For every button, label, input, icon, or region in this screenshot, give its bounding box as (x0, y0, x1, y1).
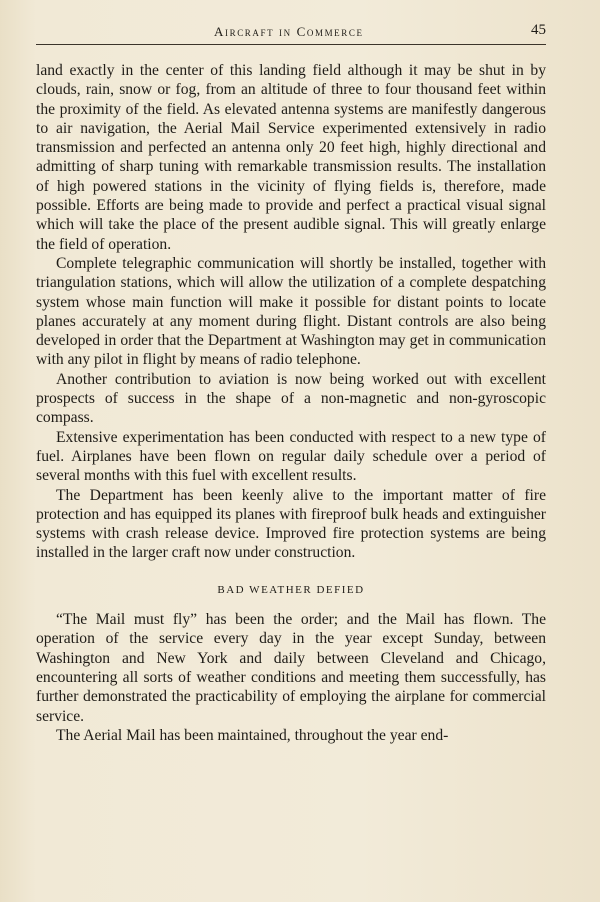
paragraph: Complete telegraphic communication will shortly be installed, together with triangulation stations, which will allow the utilization of a complete despatching system whose main function will make it possible for distant points to locate planes accurately at any moment during flight. Distant controls are also being developed in order that the Department at Washington may get in communication with any pilot in flight by means of radio telephone. (36, 254, 546, 369)
page-number: 45 (531, 22, 546, 38)
paragraph: “The Mail must fly” has been the order; and the Mail has flown. The operation of the service every day in the year except Sunday, between Washington and New York and daily between Cleveland and Chicago, encountering all sorts of weather conditions and meeting them successfully, has further demonstrated the practicability of employing the airplane for commercial service. (36, 611, 546, 725)
paragraph: land exactly in the center of this landing field although it may be shut in by clouds, rain, snow or fog, from an altitude of three to four thousand feet within the proximity of the field. As elevated antenna systems are manifestly dangerous to air navigation, the Aerial Mail Service experimented extensively in radio transmission and perfected an antenna only 20 feet high, highly directional and admitting of sharp tuning with remarkable transmission results. The installation of high powered stations in the vicinity of flying fields is, therefore, made possible. Efforts are being made to provide and perfect a practical visual signal which will take the place of the present audible signal. This will greatly enlarge the field of operation. (36, 62, 546, 253)
paragraph: Extensive experimentation has been conducted with respect to a new type of fuel. Airplanes have been flown on regular daily schedule over a period of several months with this fuel with excellent results. (36, 428, 546, 485)
section-heading: BAD WEATHER DEFIED (217, 583, 365, 596)
paragraph: The Department has been keenly alive to the important matter of fire protection and has equipped its planes with fireproof bulk heads and extinguisher systems with crash release device. Improved fire protection systems are being installed in the larger craft now under construction. (36, 486, 546, 562)
page-header (36, 22, 546, 42)
page-body (36, 61, 546, 745)
running-title: Aircraft in Commerce (214, 24, 364, 39)
header-rule (36, 44, 546, 45)
paragraph: Another contribution to aviation is now being worked out with excellent prospects of success in the shape of a non-magnetic and non-gyroscopic compass. (36, 370, 546, 427)
paragraph: The Aerial Mail has been maintained, throughout the year end- (56, 726, 449, 744)
